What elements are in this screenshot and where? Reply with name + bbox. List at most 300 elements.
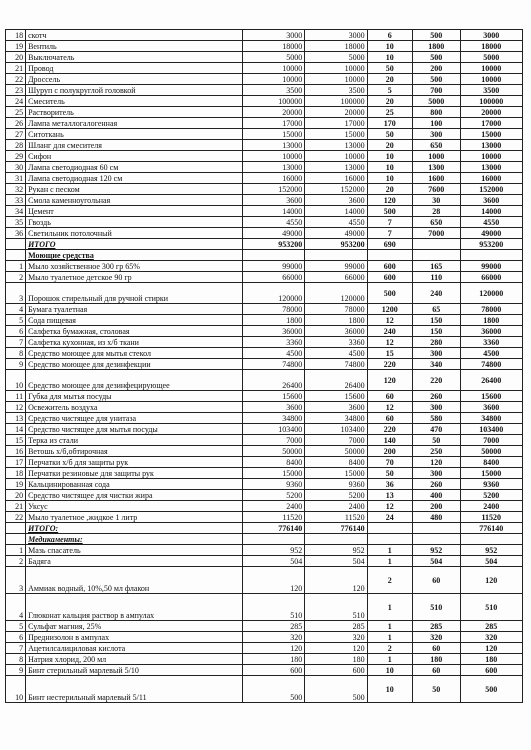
actual-amount-cell: 15000 xyxy=(305,468,367,479)
item-name-cell: Шланг для смесителя xyxy=(26,140,243,151)
item-name-cell: Салфетка бумажная, столовая xyxy=(26,326,243,337)
total-amount-cell: 320 xyxy=(460,632,522,643)
item-name-cell: Уксус xyxy=(26,501,243,512)
planned-amount-cell: 7000 xyxy=(242,435,304,446)
unit-price-cell: 180 xyxy=(413,654,461,665)
actual-amount-cell: 100000 xyxy=(305,96,367,107)
item-name-cell: Натрия хлорид, 200 мл xyxy=(26,654,243,665)
table-row xyxy=(6,490,523,501)
actual-amount-cell: 4550 xyxy=(305,217,367,228)
item-name-cell: Средство чистящее для унитаза xyxy=(26,413,243,424)
quantity-cell: 500 xyxy=(367,283,412,304)
unit-price-cell: 500 xyxy=(413,74,461,85)
unit-price-cell: 470 xyxy=(413,424,461,435)
item-name-cell: ИТОГО xyxy=(26,239,243,250)
actual-amount-cell: 10000 xyxy=(305,63,367,74)
total-amount-cell: 285 xyxy=(460,621,522,632)
unit-price-cell: 120 xyxy=(413,457,461,468)
planned-amount-cell: 17000 xyxy=(242,118,304,129)
unit-price-cell: 200 xyxy=(413,501,461,512)
item-name-cell: Растворитель xyxy=(26,107,243,118)
actual-amount-cell: 50000 xyxy=(305,446,367,457)
unit-price-cell: 300 xyxy=(413,348,461,359)
table-row xyxy=(6,304,523,315)
item-name-cell: Лампа светодиодная 120 см xyxy=(26,173,243,184)
item-name-cell: Салфетка кухонная, из х/б ткани xyxy=(26,337,243,348)
quantity-cell: 600 xyxy=(367,261,412,272)
row-number-cell: 23 xyxy=(6,85,26,96)
quantity-cell: 5 xyxy=(367,85,412,96)
table-row xyxy=(6,261,523,272)
row-number-cell: 8 xyxy=(6,348,26,359)
unit-price-cell: 1000 xyxy=(413,151,461,162)
quantity-cell: 690 xyxy=(367,239,412,250)
actual-amount-cell: 2400 xyxy=(305,501,367,512)
unit-price-cell: 150 xyxy=(413,315,461,326)
planned-amount-cell: 180 xyxy=(242,654,304,665)
unit-price-cell: 280 xyxy=(413,337,461,348)
total-amount-cell: 16000 xyxy=(460,173,522,184)
item-name-cell: Освежитель воздуха xyxy=(26,402,243,413)
planned-amount-cell: 600 xyxy=(242,665,304,676)
item-name-cell: ИТОГО: xyxy=(26,523,243,534)
total-amount-cell: 952 xyxy=(460,545,522,556)
planned-amount-cell: 3600 xyxy=(242,195,304,206)
planned-amount-cell xyxy=(242,250,304,261)
actual-amount-cell: 1800 xyxy=(305,315,367,326)
planned-amount-cell: 285 xyxy=(242,621,304,632)
unit-price-cell: 1800 xyxy=(413,41,461,52)
item-name-cell: Перчатки резиновые для защиты рук xyxy=(26,468,243,479)
quantity-cell: 70 xyxy=(367,457,412,468)
quantity-cell: 1 xyxy=(367,556,412,567)
planned-amount-cell: 5000 xyxy=(242,52,304,63)
total-amount-cell: 3000 xyxy=(460,30,522,41)
actual-amount-cell: 5000 xyxy=(305,52,367,63)
total-amount-cell: 120000 xyxy=(460,283,522,304)
actual-amount-cell: 152000 xyxy=(305,184,367,195)
total-amount-cell: 99000 xyxy=(460,261,522,272)
unit-price-cell: 7600 xyxy=(413,184,461,195)
quantity-cell: 120 xyxy=(367,195,412,206)
planned-amount-cell: 320 xyxy=(242,632,304,643)
row-number-cell: 4 xyxy=(6,594,26,621)
total-amount-cell: 9360 xyxy=(460,479,522,490)
quantity-cell: 60 xyxy=(367,413,412,424)
item-name-cell: Сода пищевая xyxy=(26,315,243,326)
actual-amount-cell: 34800 xyxy=(305,413,367,424)
planned-amount-cell: 8400 xyxy=(242,457,304,468)
unit-price-cell: 100 xyxy=(413,118,461,129)
row-number-cell: 7 xyxy=(6,643,26,654)
table-row xyxy=(6,52,523,63)
total-amount-cell: 510 xyxy=(460,594,522,621)
total-amount-cell: 14000 xyxy=(460,206,522,217)
actual-amount-cell: 120 xyxy=(305,643,367,654)
planned-amount-cell: 4550 xyxy=(242,217,304,228)
total-amount-cell: 49000 xyxy=(460,228,522,239)
row-number-cell: 27 xyxy=(6,129,26,140)
quantity-cell: 1 xyxy=(367,545,412,556)
quantity-cell xyxy=(367,250,412,261)
unit-price-cell: 300 xyxy=(413,468,461,479)
total-amount-cell: 4500 xyxy=(460,348,522,359)
table-row xyxy=(6,337,523,348)
table-row xyxy=(6,30,523,41)
quantity-cell: 15 xyxy=(367,348,412,359)
row-number-cell: 2 xyxy=(6,556,26,567)
quantity-cell: 1 xyxy=(367,594,412,621)
actual-amount-cell: 16000 xyxy=(305,173,367,184)
actual-amount-cell: 17000 xyxy=(305,118,367,129)
item-name-cell: Смола каменноугольная xyxy=(26,195,243,206)
quantity-cell: 170 xyxy=(367,118,412,129)
section-header-row xyxy=(6,534,523,545)
table-row xyxy=(6,63,523,74)
row-number-cell: 13 xyxy=(6,413,26,424)
total-amount-cell: 3500 xyxy=(460,85,522,96)
table-row xyxy=(6,283,523,304)
row-number-cell: 5 xyxy=(6,621,26,632)
unit-price-cell: 800 xyxy=(413,107,461,118)
item-name-cell: Ветошь х/б,обтирочная xyxy=(26,446,243,457)
row-number-cell: 3 xyxy=(6,283,26,304)
planned-amount-cell: 15000 xyxy=(242,129,304,140)
item-name-cell: Медикаменты: xyxy=(26,534,243,545)
quantity-cell: 12 xyxy=(367,402,412,413)
unit-price-cell: 400 xyxy=(413,490,461,501)
row-number-cell: 29 xyxy=(6,151,26,162)
actual-amount-cell: 26400 xyxy=(305,370,367,391)
quantity-cell: 25 xyxy=(367,107,412,118)
quantity-cell: 20 xyxy=(367,140,412,151)
planned-amount-cell: 18000 xyxy=(242,41,304,52)
total-amount-cell: 18000 xyxy=(460,41,522,52)
item-name-cell: Порошок стирельный для ручной стирки xyxy=(26,283,243,304)
actual-amount-cell: 3600 xyxy=(305,195,367,206)
actual-amount-cell: 5200 xyxy=(305,490,367,501)
actual-amount-cell: 15600 xyxy=(305,391,367,402)
planned-amount-cell: 20000 xyxy=(242,107,304,118)
table-row xyxy=(6,118,523,129)
table-row xyxy=(6,370,523,391)
item-name-cell: Губка для мытья посуды xyxy=(26,391,243,402)
row-number-cell: 2 xyxy=(6,272,26,283)
actual-amount-cell: 36000 xyxy=(305,326,367,337)
price-table-body xyxy=(6,30,523,703)
quantity-cell: 220 xyxy=(367,359,412,370)
total-amount-cell: 3600 xyxy=(460,195,522,206)
item-name-cell: Вентиль xyxy=(26,41,243,52)
total-amount-cell: 10000 xyxy=(460,151,522,162)
planned-amount-cell: 10000 xyxy=(242,63,304,74)
total-amount-cell: 3600 xyxy=(460,402,522,413)
table-row xyxy=(6,162,523,173)
unit-price-cell: 500 xyxy=(413,30,461,41)
table-row xyxy=(6,654,523,665)
table-row xyxy=(6,676,523,703)
item-name-cell: Преднизолон в ампулах xyxy=(26,632,243,643)
row-number-cell: 14 xyxy=(6,424,26,435)
total-amount-cell: 776140 xyxy=(460,523,522,534)
row-number-cell: 1 xyxy=(6,545,26,556)
unit-price-cell: 50 xyxy=(413,676,461,703)
planned-amount-cell: 15600 xyxy=(242,391,304,402)
price-table xyxy=(5,29,523,703)
quantity-cell: 12 xyxy=(367,315,412,326)
row-number-cell: 19 xyxy=(6,41,26,52)
planned-amount-cell: 78000 xyxy=(242,304,304,315)
quantity-cell: 600 xyxy=(367,272,412,283)
item-name-cell: Светильник потолочный xyxy=(26,228,243,239)
total-amount-cell: 5200 xyxy=(460,490,522,501)
table-row xyxy=(6,501,523,512)
total-amount-cell: 15000 xyxy=(460,468,522,479)
unit-price-cell: 340 xyxy=(413,359,461,370)
planned-amount-cell: 120000 xyxy=(242,283,304,304)
actual-amount-cell xyxy=(305,250,367,261)
quantity-cell: 7 xyxy=(367,228,412,239)
unit-price-cell: 260 xyxy=(413,391,461,402)
planned-amount-cell: 13000 xyxy=(242,140,304,151)
quantity-cell: 240 xyxy=(367,326,412,337)
table-row xyxy=(6,173,523,184)
planned-amount-cell: 152000 xyxy=(242,184,304,195)
table-row xyxy=(6,206,523,217)
planned-amount-cell: 66000 xyxy=(242,272,304,283)
row-number-cell: 5 xyxy=(6,315,26,326)
row-number-cell: 9 xyxy=(6,359,26,370)
total-amount-cell: 120 xyxy=(460,567,522,594)
actual-amount-cell: 320 xyxy=(305,632,367,643)
item-name-cell: Моющие средства xyxy=(26,250,243,261)
actual-amount-cell: 8400 xyxy=(305,457,367,468)
row-number-cell: 18 xyxy=(6,468,26,479)
item-name-cell: Сульфат магния, 25% xyxy=(26,621,243,632)
unit-price-cell: 260 xyxy=(413,479,461,490)
planned-amount-cell: 504 xyxy=(242,556,304,567)
row-number-cell: 33 xyxy=(6,195,26,206)
total-amount-cell: 17000 xyxy=(460,118,522,129)
table-row xyxy=(6,326,523,337)
section-header-row xyxy=(6,250,523,261)
quantity-cell: 1 xyxy=(367,621,412,632)
total-amount-cell xyxy=(460,534,522,545)
planned-amount-cell: 100000 xyxy=(242,96,304,107)
item-name-cell: Лампа светодиодная 60 см xyxy=(26,162,243,173)
item-name-cell: Бумага туалетная xyxy=(26,304,243,315)
total-amount-cell: 180 xyxy=(460,654,522,665)
table-row xyxy=(6,74,523,85)
quantity-cell: 6 xyxy=(367,30,412,41)
total-row xyxy=(6,523,523,534)
planned-amount-cell: 26400 xyxy=(242,370,304,391)
row-number-cell: 22 xyxy=(6,74,26,85)
unit-price-cell: 65 xyxy=(413,304,461,315)
table-row xyxy=(6,217,523,228)
item-name-cell: Средство моющее для мытья стекол xyxy=(26,348,243,359)
item-name-cell: Кальцинированная сода xyxy=(26,479,243,490)
table-row xyxy=(6,315,523,326)
item-name-cell: Сифон xyxy=(26,151,243,162)
table-row xyxy=(6,545,523,556)
row-number-cell: 31 xyxy=(6,173,26,184)
unit-price-cell: 165 xyxy=(413,261,461,272)
quantity-cell: 20 xyxy=(367,96,412,107)
row-number-cell: 15 xyxy=(6,435,26,446)
unit-price-cell: 30 xyxy=(413,195,461,206)
item-name-cell: Мыло туалетное ,жидкое 1 литр xyxy=(26,512,243,523)
planned-amount-cell: 4500 xyxy=(242,348,304,359)
actual-amount-cell: 3600 xyxy=(305,402,367,413)
table-row xyxy=(6,348,523,359)
total-amount-cell: 11520 xyxy=(460,512,522,523)
table-row xyxy=(6,446,523,457)
item-name-cell: Шуруп с полукруглой головкой xyxy=(26,85,243,96)
total-amount-cell: 13000 xyxy=(460,140,522,151)
row-number-cell: 1 xyxy=(6,261,26,272)
planned-amount-cell: 15000 xyxy=(242,468,304,479)
planned-amount-cell: 510 xyxy=(242,594,304,621)
table-row xyxy=(6,556,523,567)
planned-amount-cell: 120 xyxy=(242,643,304,654)
quantity-cell: 50 xyxy=(367,129,412,140)
row-number-cell: 7 xyxy=(6,337,26,348)
item-name-cell: Дроссель xyxy=(26,74,243,85)
actual-amount-cell: 953200 xyxy=(305,239,367,250)
planned-amount-cell: 3360 xyxy=(242,337,304,348)
row-number-cell: 22 xyxy=(6,512,26,523)
actual-amount-cell: 78000 xyxy=(305,304,367,315)
quantity-cell: 10 xyxy=(367,665,412,676)
item-name-cell: Ситоткань xyxy=(26,129,243,140)
planned-amount-cell: 500 xyxy=(242,676,304,703)
quantity-cell: 1 xyxy=(367,654,412,665)
total-amount-cell: 152000 xyxy=(460,184,522,195)
total-amount-cell xyxy=(460,250,522,261)
row-number-cell: 26 xyxy=(6,118,26,129)
item-name-cell: Смеситель xyxy=(26,96,243,107)
table-row xyxy=(6,512,523,523)
row-number-cell: 32 xyxy=(6,184,26,195)
actual-amount-cell: 504 xyxy=(305,556,367,567)
unit-price-cell xyxy=(413,523,461,534)
actual-amount-cell: 3360 xyxy=(305,337,367,348)
planned-amount-cell: 10000 xyxy=(242,151,304,162)
item-name-cell: Лампа металлогалогенная xyxy=(26,118,243,129)
planned-amount-cell: 16000 xyxy=(242,173,304,184)
table-row xyxy=(6,479,523,490)
actual-amount-cell: 285 xyxy=(305,621,367,632)
unit-price-cell: 7000 xyxy=(413,228,461,239)
planned-amount-cell: 120 xyxy=(242,567,304,594)
planned-amount-cell: 34800 xyxy=(242,413,304,424)
actual-amount-cell: 66000 xyxy=(305,272,367,283)
row-number-cell xyxy=(6,534,26,545)
row-number-cell: 36 xyxy=(6,228,26,239)
unit-price-cell: 1600 xyxy=(413,173,461,184)
row-number-cell: 20 xyxy=(6,490,26,501)
total-amount-cell: 10000 xyxy=(460,74,522,85)
item-name-cell: Средство чистящее для чистки жира xyxy=(26,490,243,501)
row-number-cell: 6 xyxy=(6,326,26,337)
actual-amount-cell: 3500 xyxy=(305,85,367,96)
unit-price-cell: 300 xyxy=(413,129,461,140)
table-row xyxy=(6,643,523,654)
unit-price-cell: 700 xyxy=(413,85,461,96)
actual-amount-cell: 20000 xyxy=(305,107,367,118)
planned-amount-cell: 14000 xyxy=(242,206,304,217)
actual-amount-cell: 10000 xyxy=(305,151,367,162)
planned-amount-cell: 953200 xyxy=(242,239,304,250)
unit-price-cell: 580 xyxy=(413,413,461,424)
actual-amount-cell: 103400 xyxy=(305,424,367,435)
planned-amount-cell: 99000 xyxy=(242,261,304,272)
row-number-cell: 6 xyxy=(6,632,26,643)
actual-amount-cell: 49000 xyxy=(305,228,367,239)
quantity-cell: 10 xyxy=(367,162,412,173)
unit-price-cell: 650 xyxy=(413,217,461,228)
total-amount-cell: 20000 xyxy=(460,107,522,118)
item-name-cell: Перчатки х/б для защиты рук xyxy=(26,457,243,468)
row-number-cell xyxy=(6,239,26,250)
actual-amount-cell: 180 xyxy=(305,654,367,665)
unit-price-cell: 28 xyxy=(413,206,461,217)
unit-price-cell xyxy=(413,250,461,261)
table-row xyxy=(6,151,523,162)
unit-price-cell: 952 xyxy=(413,545,461,556)
row-number-cell: 25 xyxy=(6,107,26,118)
total-row xyxy=(6,239,523,250)
planned-amount-cell: 952 xyxy=(242,545,304,556)
actual-amount-cell: 18000 xyxy=(305,41,367,52)
table-row xyxy=(6,621,523,632)
planned-amount-cell: 74800 xyxy=(242,359,304,370)
table-row xyxy=(6,228,523,239)
item-name-cell: Терка из стали xyxy=(26,435,243,446)
quantity-cell: 200 xyxy=(367,446,412,457)
quantity-cell: 12 xyxy=(367,501,412,512)
total-amount-cell: 103400 xyxy=(460,424,522,435)
quantity-cell: 10 xyxy=(367,41,412,52)
row-number-cell: 18 xyxy=(6,30,26,41)
total-amount-cell: 5000 xyxy=(460,52,522,63)
quantity-cell: 12 xyxy=(367,337,412,348)
item-name-cell: Аммиак водный, 10%,50 мл флакон xyxy=(26,567,243,594)
quantity-cell: 10 xyxy=(367,52,412,63)
table-row xyxy=(6,96,523,107)
total-amount-cell: 600 xyxy=(460,665,522,676)
unit-price-cell: 480 xyxy=(413,512,461,523)
total-amount-cell: 2400 xyxy=(460,501,522,512)
actual-amount-cell: 7000 xyxy=(305,435,367,446)
unit-price-cell: 1300 xyxy=(413,162,461,173)
item-name-cell: Бинт стерильный марлевый 5/10 xyxy=(26,665,243,676)
item-name-cell: Бадяга xyxy=(26,556,243,567)
table-row xyxy=(6,85,523,96)
quantity-cell: 140 xyxy=(367,435,412,446)
planned-amount-cell: 50000 xyxy=(242,446,304,457)
table-row xyxy=(6,594,523,621)
unit-price-cell xyxy=(413,239,461,250)
item-name-cell: скотч xyxy=(26,30,243,41)
planned-amount-cell: 36000 xyxy=(242,326,304,337)
table-row xyxy=(6,402,523,413)
row-number-cell: 3 xyxy=(6,567,26,594)
quantity-cell: 10 xyxy=(367,676,412,703)
planned-amount-cell: 3600 xyxy=(242,402,304,413)
unit-price-cell: 650 xyxy=(413,140,461,151)
